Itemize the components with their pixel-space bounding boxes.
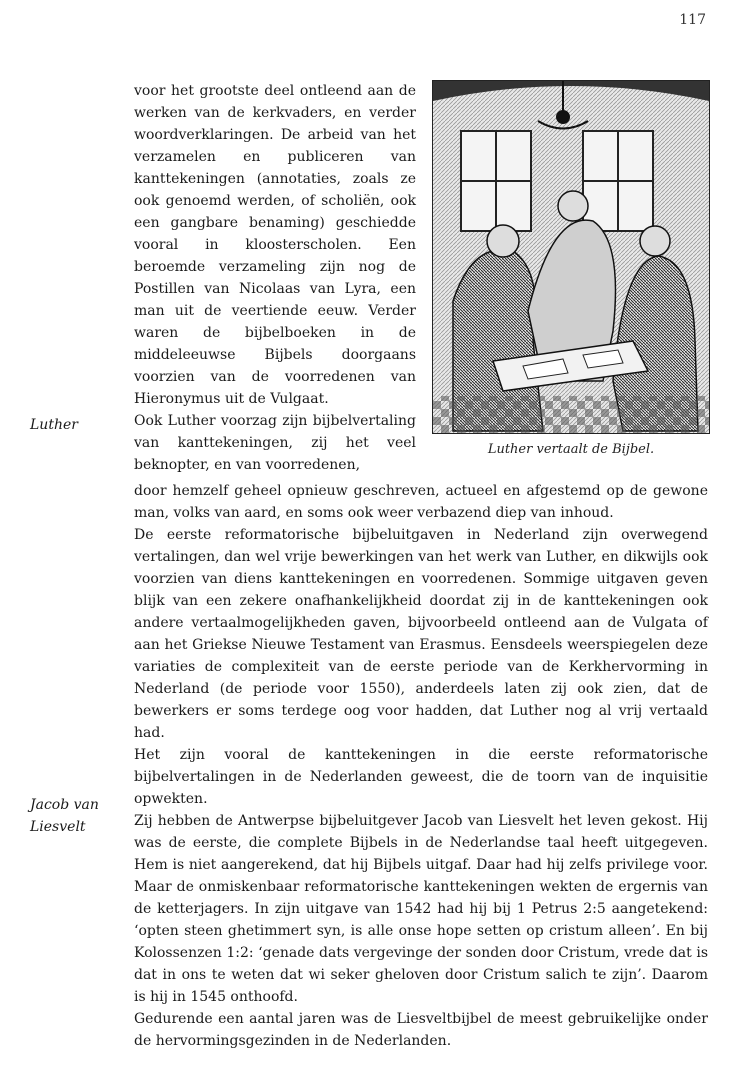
margin-note-line: Jacob van <box>30 797 99 813</box>
page-number: 117 <box>679 12 706 28</box>
paragraph-inquisition: Het zijn vooral de kanttekeningen in die eerste reformatorische bijbelvertalingen in de Nederlanden geweest, die de toorn van de inquisitie opwekten. <box>134 747 708 807</box>
margin-note-line: Liesvelt <box>30 819 86 835</box>
paragraph-luther-cont: door hemzelf geheel opnieuw geschreven, actueel en afgestemd op de gewone man, volks van aard, en soms ook weer verbazend diep van inhoud. <box>134 483 708 521</box>
margin-note-luther: Luther <box>30 417 78 433</box>
margin-note-jacob-van-liesvelt <box>30 794 99 838</box>
paragraph-luther-start: Ook Luther voorzag zijn bijbelvertaling van kanttekeningen, zij het veel beknopter, en van voorredenen, <box>134 413 416 473</box>
text-intro <box>134 80 708 476</box>
paragraph-reformation-editions: De eerste reformatorische bijbeluitgaven in Nederland zijn overwegend vertalingen, dan wel vrije bewerkingen van het werk van Luther, en dikwijls ook voorzien van diens kanttekeningen en voorredenen. Sommige uitgaven geven blijk van een zekere onafhankelijkheid doordat zij in de kanttekeningen ook andere vertaalmogelijkheden gaven, bijvoorbeeld ontleend aan de Vulgata of aan het Griekse Nieuwe Testament van Erasmus. Eensdeels weerspiegelen deze variaties de complexiteit van de eerste periode van de Kerkhervorming in Nederland (de periode voor 1550), anderdeels laten zij ook zien, dat de bewerkers er soms terdege oog voor hadden, dat Luther nog al vrij vertaald had. <box>134 527 708 741</box>
paragraph-liesveltbijbel: Gedurende een aantal jaren was de Liesveltbijbel de meest gebruikelijke onder de hervormingsgezinden in de Nederlanden. <box>134 1011 708 1049</box>
paragraph-liesvelt: Zij hebben de Antwerpse bijbeluitgever Jacob van Liesvelt het leven gekost. Hij was de eerste, die complete Bijbels in de Nederlandse taal heeft uitgegeven. Hem is niet aangerekend, dat hij Bijbels uitgaf. Daar had hij zelfs privilege voor. Maar de onmiskenbaar reformatorische kanttekeningen wekten de ergernis van de ketterjagers. In zijn uitgave van 1542 had hij bij 1 Petrus 2:5 aangetekend: ‘opten steen ghetimmert syn, is alle onse hope setten op cristum alleen’. En bij Kolossenzen 1:2: ‘genade dats vergevinge der sonden door Cristum, vrede dat is dat in ons te weten dat wi seker gheloven door Cristum salich te zijn’. Daarom is hij in 1545 onthoofd. <box>134 813 708 1005</box>
paragraph-intro: voor het grootste deel ontleend aan de werken van de kerkvaders, en verder woordverklaringen. De arbeid van het verzamelen en publiceren van kanttekeningen (annotaties, zoals ze ook genoemd werden, of scholiën, ook een gangbare benaming) geschiedde vooral in kloosterscholen. Een beroemde verzameling zijn nog de Postillen van Nicolaas van Lyra, een man uit de veertiende eeuw. Verder waren de bijbelboeken in de middeleeuwse Bijbels doorgaans voorzien van de voorredenen van Hieronymus uit de Vulgaat. <box>134 83 416 407</box>
figure-caption: Luther vertaalt de Bijbel. <box>487 442 655 457</box>
text-main <box>134 480 708 1052</box>
